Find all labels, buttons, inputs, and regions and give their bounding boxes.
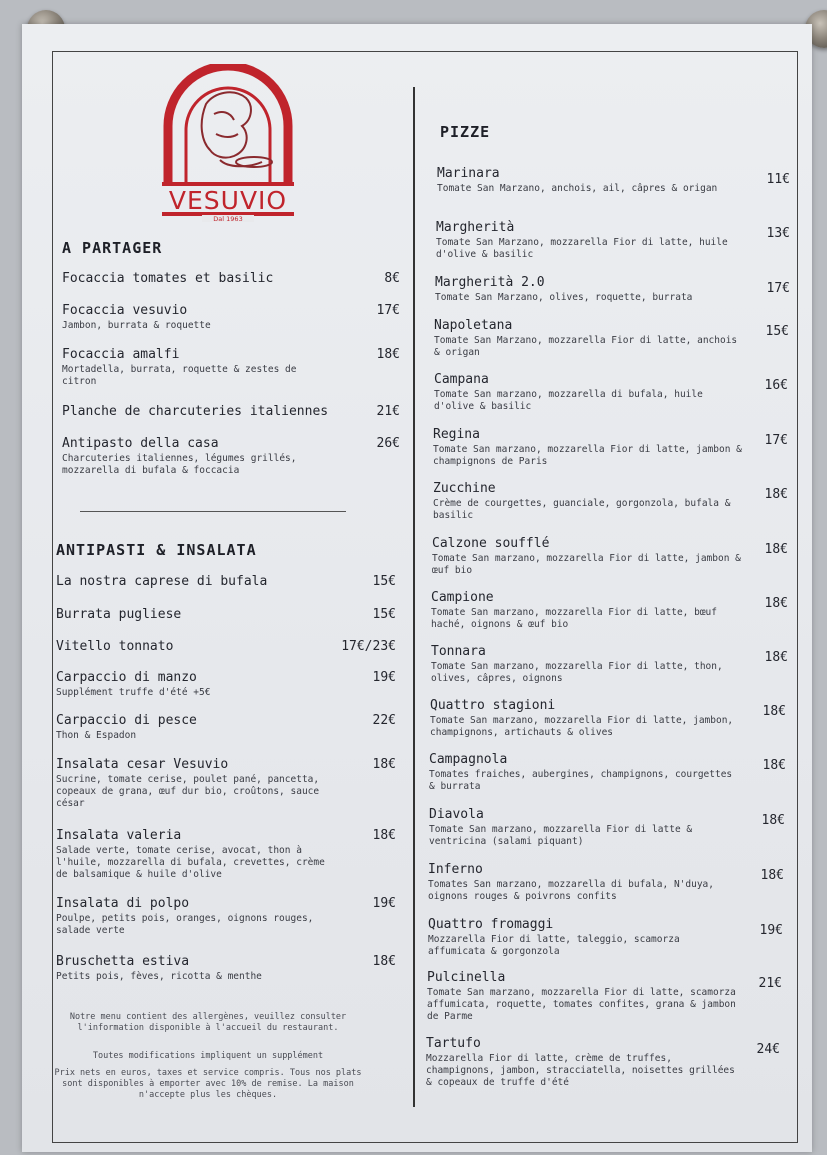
item-price: 22€ [372, 713, 396, 728]
item-description: Tomate San marzano, mozzarella Fior di latte, scamorza affumicata, roquette, tomates confites, grana & jambon de Parme [427, 987, 736, 1022]
item-name: Margherità [436, 220, 515, 235]
pizza-item [434, 318, 744, 359]
item-price: 21€ [758, 976, 782, 991]
item-description: Poulpe, petits pois, oranges, oignons rouges, salade verte [56, 913, 314, 936]
item-price: 17€ [764, 433, 788, 448]
pizza-item [426, 1036, 736, 1089]
item-name: Planche de charcuteries italiennes [62, 404, 329, 419]
menu-item [56, 757, 326, 810]
menu-item [62, 347, 332, 388]
item-price: 15€ [372, 607, 396, 622]
item-name: Antipasto della casa [62, 436, 219, 451]
item-description: Tomate San marzano, mozzarella Fior di latte, jambon & œuf bio [432, 553, 741, 576]
item-description: Mozzarella Fior di latte, taleggio, scamorza affumicata & gorgonzola [428, 934, 680, 957]
item-price: 18€ [372, 828, 396, 843]
brand-since: Dal 1963 [213, 215, 243, 222]
item-name: Quattro stagioni [430, 698, 556, 713]
menu-item [62, 404, 362, 419]
menu-item [56, 896, 346, 937]
menu-item [62, 271, 362, 286]
item-description: Mortadella, burrata, roquette & zestes de citron [62, 364, 297, 387]
item-price: 19€ [759, 923, 783, 938]
section-title: ANTIPASTI & INSALATA [56, 541, 257, 559]
item-name: Zucchine [433, 481, 496, 496]
menu-item [56, 954, 346, 983]
column-divider [413, 87, 415, 1107]
item-description: Mozzarella Fior di latte, crème de truffes, champignons, jambon, stracciatella, noisettes grillées & copeaux de truffe d'été [426, 1053, 735, 1088]
pizza-item [432, 536, 742, 577]
item-name: Pulcinella [427, 970, 506, 985]
pizza-item [429, 807, 739, 848]
item-name: Campana [434, 372, 489, 387]
item-name: Bruschetta estiva [56, 954, 190, 969]
item-name: Focaccia tomates et basilic [62, 271, 274, 286]
item-description: Crème de courgettes, guanciale, gorgonzola, bufala & basilic [433, 498, 731, 521]
item-name: Calzone soufflé [432, 536, 550, 551]
pizza-item [433, 481, 743, 522]
menu-item [56, 574, 356, 589]
item-name: Regina [433, 427, 480, 442]
pizza-item [431, 590, 741, 631]
item-description: Sucrine, tomate cerise, poulet pané, pancetta, copeaux de grana, œuf dur bio, croûtons, sauce césar [56, 774, 320, 809]
item-name: La nostra caprese di bufala [56, 574, 268, 589]
item-price: 18€ [372, 954, 396, 969]
item-price: 18€ [761, 813, 785, 828]
pizza-item [429, 752, 739, 793]
pizza-item [433, 427, 743, 468]
item-price: 26€ [376, 436, 400, 451]
item-price: 18€ [764, 542, 788, 557]
item-name: Napoletana [434, 318, 513, 333]
item-price: 17€ [376, 303, 400, 318]
supplement-note: Toutes modifications impliquent un supplément [92, 1051, 324, 1061]
item-price: 18€ [764, 650, 788, 665]
item-description: Tomate San marzano, mozzarella Fior di latte, thon, olives, câpres, oignons [431, 661, 723, 684]
menu-item [56, 670, 346, 699]
allergen-note: Notre menu contient des allergènes, veuillez consulter l'information disponible à l'accueil du restaurant. [69, 1012, 347, 1033]
pizza-item [437, 166, 747, 195]
item-description: Thon & Espadon [56, 730, 137, 741]
item-description: Jambon, burrata & roquette [62, 320, 211, 331]
pizza-item [430, 698, 740, 739]
item-price: 8€ [384, 271, 400, 286]
menu-item [56, 713, 346, 742]
item-description: Charcuteries italiennes, légumes grillés, mozzarella di bufala & foccacia [62, 453, 297, 476]
item-price: 21€ [376, 404, 400, 419]
item-name: Focaccia amalfi [62, 347, 180, 362]
section-title: PIZZE [440, 123, 491, 141]
item-name: Focaccia vesuvio [62, 303, 188, 318]
item-description: Tomate San Marzano, olives, roquette, burrata [435, 292, 693, 303]
item-description: Salade verte, tomate cerise, avocat, thon à l'huile, mozzarella di bufala, crevettes, crème de balsamique & huile d'olive [56, 845, 325, 880]
pizza-item [435, 275, 745, 304]
menu-item [56, 607, 356, 622]
item-price: 17€ [766, 281, 790, 296]
item-name: Campagnola [429, 752, 508, 767]
item-price: 18€ [764, 596, 788, 611]
item-description: Tomate San marzano, mozzarella Fior di latte, jambon & champignons de Paris [433, 444, 742, 467]
item-name: Carpaccio di pesce [56, 713, 197, 728]
item-price: 13€ [766, 226, 790, 241]
item-name: Quattro fromaggi [428, 917, 554, 932]
item-description: Tomates San marzano, mozzarella di bufala, N'duya, oignons rouges & poivrons confits [428, 879, 714, 902]
item-price: 18€ [372, 757, 396, 772]
item-price: 18€ [760, 868, 784, 883]
item-price: 19€ [372, 896, 396, 911]
section-title: A PARTAGER [62, 239, 163, 257]
item-name: Burrata pugliese [56, 607, 182, 622]
item-description: Tomate San Marzano, mozzarella Fior di latte, anchois & origan [434, 335, 738, 358]
pizza-item [428, 862, 738, 903]
section-separator [80, 511, 346, 512]
item-price: 16€ [764, 378, 788, 393]
item-price: 11€ [766, 172, 790, 187]
item-name: Inferno [428, 862, 483, 877]
item-name: Insalata cesar Vesuvio [56, 757, 229, 772]
price-note: Prix nets en euros, taxes et service compris. Tous nos plats sont disponibles à emporter avec 10% de remise. La maison n'accepte plus les chèques. [54, 1068, 362, 1100]
item-price: 19€ [372, 670, 396, 685]
item-description: Petits pois, fèves, ricotta & menthe [56, 971, 262, 982]
item-price: 18€ [376, 347, 400, 362]
brand-name: VESUVIO [168, 186, 288, 215]
item-price: 18€ [764, 487, 788, 502]
menu-item [56, 639, 356, 654]
item-name: Vitello tonnato [56, 639, 174, 654]
item-description: Tomate San marzano, mozzarella di bufala, huile d'olive & basilic [434, 389, 703, 412]
pizza-item [427, 970, 737, 1023]
item-name: Diavola [429, 807, 484, 822]
item-description: Tomate San Marzano, mozzarella Fior di latte, huile d'olive & basilic [436, 237, 728, 260]
menu-sheet [22, 24, 812, 1152]
item-price: 15€ [765, 324, 789, 339]
item-price: 15€ [372, 574, 396, 589]
item-name: Margherità 2.0 [435, 275, 545, 290]
item-name: Insalata di polpo [56, 896, 190, 911]
item-name: Carpaccio di manzo [56, 670, 197, 685]
menu-item [56, 828, 336, 881]
item-description: Supplément truffe d'été +5€ [56, 687, 211, 698]
pizza-item [434, 372, 744, 413]
item-description: Tomate San marzano, mozzarella Fior di latte, jambon, champignons, artichauts & olives [430, 715, 734, 738]
item-description: Tomate San marzano, mozzarella Fior di latte & ventricina (salami piquant) [429, 824, 693, 847]
menu-item [62, 436, 332, 477]
item-description: Tomate San Marzano, anchois, ail, câpres & origan [437, 183, 718, 194]
pizza-item [431, 644, 741, 685]
pizza-item [436, 220, 746, 261]
item-name: Insalata valeria [56, 828, 182, 843]
item-price: 18€ [762, 758, 786, 773]
pizza-item [428, 917, 738, 958]
item-price: 18€ [762, 704, 786, 719]
item-description: Tomates fraiches, aubergines, champignons, courgettes & burrata [429, 769, 733, 792]
item-name: Tonnara [431, 644, 486, 659]
item-price: 24€ [756, 1042, 780, 1057]
item-name: Campione [431, 590, 494, 605]
vesuvio-logo [158, 64, 298, 222]
item-price: 17€/23€ [341, 639, 396, 654]
menu-item [62, 303, 362, 332]
item-name: Tartufo [426, 1036, 481, 1051]
item-name: Marinara [437, 166, 500, 181]
item-description: Tomate San marzano, mozzarella Fior di latte, bœuf haché, oignons & œuf bio [431, 607, 717, 630]
